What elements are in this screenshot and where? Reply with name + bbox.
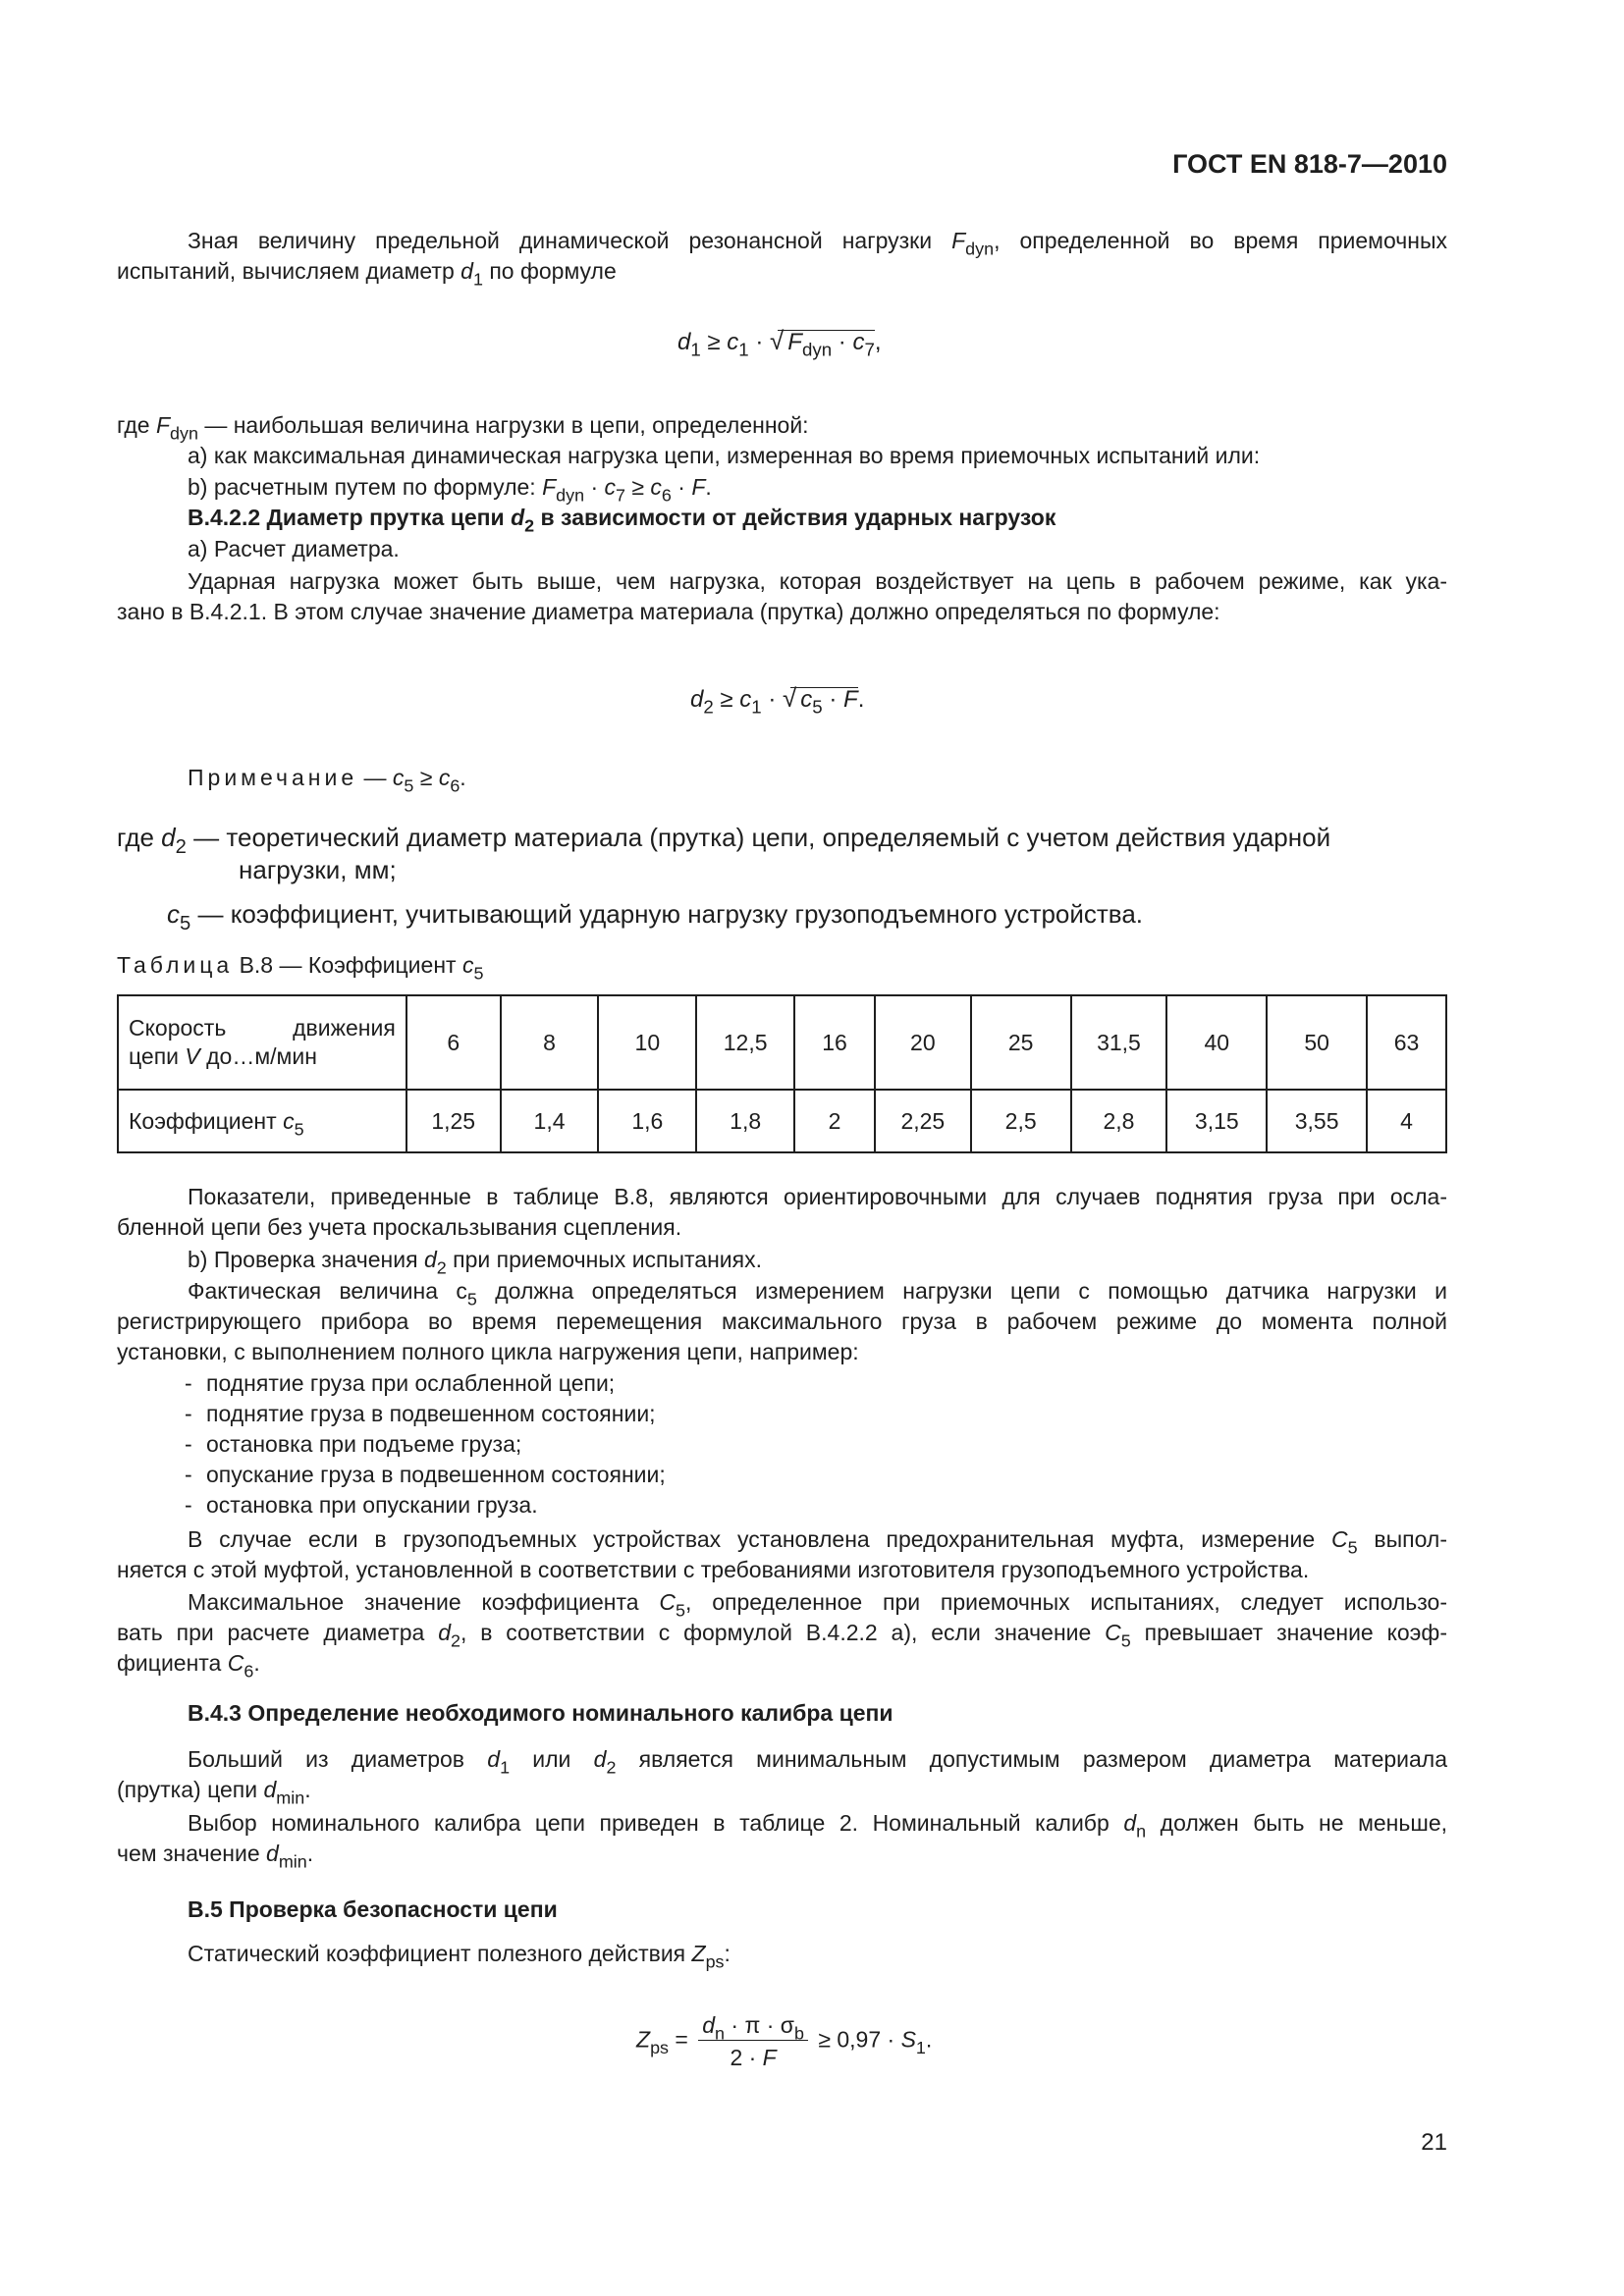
fact-line-3: установки, с выполнением полного цикла нагружения цепи, например: — [117, 1339, 859, 1364]
table-caption: Таблица B.8 — Коэффициент $c_5$ — [117, 952, 484, 984]
dash-list — [185, 1368, 1441, 1521]
section-heading-b43: B.4.3 Определение необходимого номинального калибра цепи — [188, 1700, 893, 1726]
calc-item-a: a) Расчет диаметра. — [188, 536, 400, 561]
where-d2 — [117, 822, 1447, 935]
document-header: ГОСТ EN 818-7—2010 — [1172, 149, 1447, 179]
list-item: - поднятие груза при ослабленной цепи; — [185, 1370, 616, 1396]
indicators-line-1: Показатели, приведенные в таблице B.8, являются ориентировочными для случаев поднятия груза при ослa- — [188, 1184, 1447, 1209]
table-cell: 1,8 — [696, 1090, 794, 1152]
impact-line-2: зано в B.4.2.1. В этом случае значение диаметра материала (прутка) должно определяться по формуле: — [117, 599, 1220, 624]
fraction-numerator: $d_n \cdot \pi \cdot \sigma_b$ — [698, 2010, 808, 2041]
intro-line-2: испытаний, вычисляем диаметр $d_1$ по формуле — [117, 258, 617, 290]
impact-line-1: Ударная нагрузка может быть выше, чем нагрузка, которая воздействует на цепь в рабочем режиме, как ука- — [188, 568, 1447, 594]
table-cell: 16 — [794, 995, 875, 1090]
impact-paragraph — [117, 566, 1447, 627]
clutch-paragraph — [117, 1524, 1447, 1585]
table-cell: 12,5 — [696, 995, 794, 1090]
intro-line-1: Зная величину предельной динамической резонансной нагрузки $F_{dyn}$, определенной во время приемочных — [188, 228, 1447, 259]
table-cell: 2,25 — [875, 1090, 971, 1152]
max-paragraph — [117, 1587, 1447, 1682]
larger-line-1: Больший из диаметров $d_1$ или $d_2$ является минимальным допустимым размером диаметра материала — [188, 1746, 1447, 1778]
where-d2-line-2: нагрузки, мм; — [239, 855, 397, 884]
table-cell: 50 — [1267, 995, 1367, 1090]
section-heading-b5: B.5 Проверка безопасности цепи — [188, 1896, 558, 1922]
table-cell: 10 — [598, 995, 696, 1090]
fraction-denominator: 2 · F — [730, 2045, 777, 2070]
list-item-b: b) расчетным путем по формуле: $F_{dyn} \cdot c_7 \ge c_6 \cdot F$. — [188, 474, 712, 506]
list-item: - опускание груза в подвешенном состоянии; — [185, 1462, 666, 1487]
static-paragraph: Статический коэффициент полезного действия $Z_{ps}$: — [188, 1941, 731, 1972]
list-item: - остановка при опускании груза. — [185, 1492, 538, 1518]
radicand: $c_5 \cdot F$ — [796, 683, 857, 717]
list-item: - остановка при подъеме груза; — [185, 1431, 522, 1457]
formula-d1: $d_1 \ge c_1$ · √ $F_{dyn} \cdot c_7$, — [677, 326, 882, 360]
table-cell: 4 — [1367, 1090, 1446, 1152]
table-row-speed — [118, 995, 1446, 1090]
radicand: $F_{dyn} \cdot c_7$ — [784, 326, 875, 359]
clutch-line-1: В случае если в грузоподъемных устройствах установлена предохранительная муфта, измерение $C_5$ выпол- — [188, 1526, 1447, 1558]
formula-zps: $Z_{ps}$ = $\frac{d_n \cdot \pi \cdot \sigma_b}{2 \cdot F}$ ≥ $0,97 \cdot S_1$. — [636, 2012, 933, 2070]
table-cell: 2 — [794, 1090, 875, 1152]
indicators-line-2: бленной цепи без учета проскальзывания сцепления. — [117, 1214, 682, 1240]
fact-line-1: Фактическая величина $с_5$ должна определяться измерением нагрузки цепи с помощью датчика нагрузки и — [188, 1278, 1448, 1309]
fact-paragraph — [117, 1276, 1447, 1367]
intro-paragraph — [117, 226, 1447, 290]
table-cell: 25 — [971, 995, 1071, 1090]
table-cell: 2,8 — [1071, 1090, 1167, 1152]
table-cell: 63 — [1367, 995, 1446, 1090]
formula-d2: $d_2 \ge c_1$ · √ $c_5 \cdot F$. — [690, 683, 865, 718]
list-item-a: a) как максимальная динамическая нагрузка цепи, измеренная во время приемочных испытаний или: — [188, 443, 1261, 468]
choice-line-2: чем значение $d_{min}$. — [117, 1841, 314, 1872]
clutch-line-2: няется с этой муфтой, установленной в соответствии с требованиями изготовителя грузоподъемного устройства. — [117, 1557, 1310, 1582]
where-d2-line-1: где $d_2$ — теоретический диаметр материала (прутка) цепи, определяемый с учетом действия ударной — [117, 823, 1331, 859]
sqrt-sign: √ — [783, 683, 797, 713]
page-number: 21 — [1421, 2129, 1447, 2156]
fraction — [698, 2010, 808, 2072]
section-heading-b422: B.4.2.2 Диаметр прутка цепи $d_2$ в зависимости от действия ударных нагрузок — [188, 505, 1056, 536]
table-cell: 3,55 — [1267, 1090, 1367, 1152]
table-cell: 6 — [406, 995, 501, 1090]
max-line-2: вать при расчете диаметра $d_2$, в соответствии с формулой B.4.2.2 a), если значение $C_5$ превышает значение коэф- — [117, 1620, 1447, 1651]
check-item-b: b) Проверка значения $d_2$ при приемочных испытаниях. — [188, 1247, 762, 1278]
note-line: Примечание — $c_5 \ge c_6$. — [188, 765, 466, 796]
fact-line-2: регистрирующего прибора во время перемещения максимального груза в рабочем режиме до момента полной — [117, 1308, 1447, 1334]
list-item: - поднятие груза в подвешенном состоянии; — [185, 1401, 656, 1426]
table-cell: 2,5 — [971, 1090, 1071, 1152]
indicators-paragraph — [117, 1182, 1447, 1243]
coefficient-table — [117, 994, 1447, 1153]
table-header-speed: Скорость движения цепи V до…м/мин — [118, 995, 406, 1090]
choice-line-1: Выбор номинального калибра цепи приведен в таблице 2. Номинальный калибр $d_n$ должен быть не меньше, — [188, 1810, 1447, 1842]
table-header-coefficient: Коэффициент $c_5$ — [118, 1090, 406, 1152]
where-fdyn: где $F_{dyn}$ — наибольшая величина нагрузки в цепи, определенной: — [117, 412, 809, 444]
larger-paragraph — [117, 1744, 1447, 1808]
table-cell: 1,4 — [501, 1090, 599, 1152]
table-cell: 20 — [875, 995, 971, 1090]
table-cell: 40 — [1166, 995, 1267, 1090]
table-cell: 8 — [501, 995, 599, 1090]
table-cell: 3,15 — [1166, 1090, 1267, 1152]
table-cell: 1,6 — [598, 1090, 696, 1152]
larger-line-2: (прутка) цепи $d_{min}$. — [117, 1777, 311, 1808]
where-c5-line: $c_5$ — коэффициент, учитывающий ударную нагрузку грузоподъемного устройства. — [167, 899, 1144, 935]
table-cell: 1,25 — [406, 1090, 501, 1152]
choice-paragraph — [117, 1808, 1447, 1872]
table-row-coefficient — [118, 1090, 1446, 1152]
max-line-1: Максимальное значение коэффициента $C_5$, определенное при приемочных испытаниях, следует использо- — [188, 1589, 1447, 1621]
table-cell: 31,5 — [1071, 995, 1167, 1090]
sqrt-sign: √ — [770, 326, 785, 355]
max-line-3: фициента $C_6$. — [117, 1650, 260, 1682]
